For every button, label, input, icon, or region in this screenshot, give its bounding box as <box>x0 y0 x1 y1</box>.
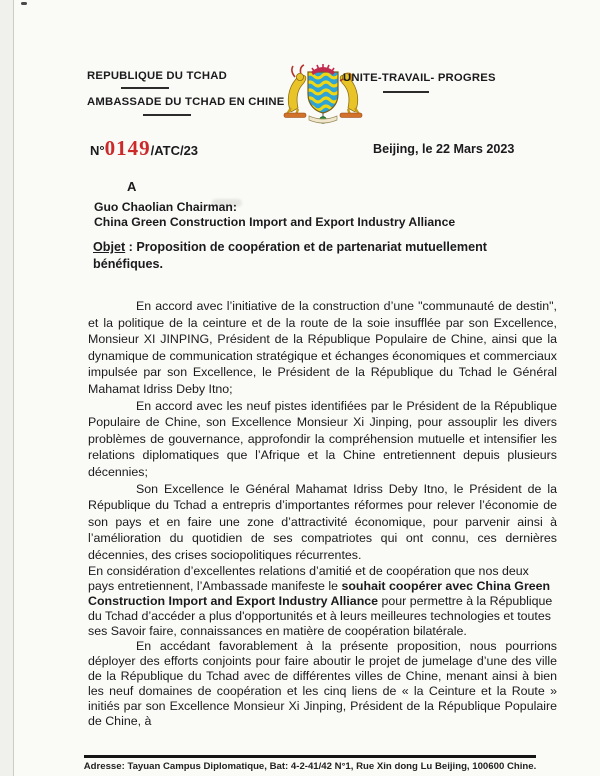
footer-divider <box>84 755 536 758</box>
country-title: REPUBLIQUE DU TCHAD <box>87 70 227 82</box>
paragraph-3: Son Excellence le Général Mahamat Idriss Deby Itno, le Président de la République du Tchad a entrepris d’importantes réformes pour relever l’économie de son pays et en faire une zone d’attractivité économique, pour parvenir ainsi à l’amélioration du quotidien de ses compatriotes qui ont connu, ces dernières décennies, des crises sociopolitiques récurrentes. <box>88 481 557 562</box>
divider <box>121 87 169 89</box>
letter-date: Beijing, le 22 Mars 2023 <box>373 142 515 156</box>
ref-prefix: N° <box>90 143 105 158</box>
scan-left-edge <box>0 0 14 776</box>
paragraph-5: En accédant favorablement à la présente proposition, nous pourrions déployer des efforts conjoints pour faire aboutir le projet de jumelage d’une des ville de la République du Tchad avec de différentes villes de Chine, menant ainsi à bien les neuf domaines de coopération et les cinq liens de « la Ceinture et la Route » initiés par son Excellence Monsieur Xi Jinping, Président de la République Populaire de Chine, à <box>88 638 557 728</box>
subject-line <box>93 239 545 272</box>
subject-text: : Proposition de coopération et de partenariat mutuellement bénéfiques. <box>93 240 487 271</box>
ref-suffix: /ATC/23 <box>150 143 199 158</box>
embassy-title: AMBASSADE DU TCHAD EN CHINE <box>87 96 285 108</box>
salutation: A <box>127 179 137 194</box>
subject-label: Objet <box>93 240 126 254</box>
ref-number-red: 0149 <box>104 136 151 160</box>
paragraph-2: En accord avec les neuf pistes identifiées par le Président de la République Populaire de Chine, son Excellence Monsieur Xi Jinping, pour assouplir les divers problèmes de gouvernance, approfondir la compréhension mutuelle et intensifier les relations diplomatiques que l’Afrique et la Chine entretiennent depuis plusieurs décennies; <box>88 398 557 479</box>
goat-supporter <box>284 65 306 118</box>
recipient-organization: China Green Construction Import and Export Industry Alliance <box>94 215 456 229</box>
paragraph-4-post: pour permettre à la République du Tchad d’accéder a plus d'opportunités et à leurs meilleures technologies et toutes ses Savoir faire, connaissances en matière de coopération bilatérale. <box>88 593 553 638</box>
letter-body <box>88 298 557 729</box>
recipient-block <box>94 200 455 230</box>
paragraph-1: En accord avec l’initiative de la construction d’une "communauté de destin", et la politique de la ceinture et de la route de la soie insufflée par son Excellence, Monsieur XI JINPING, Président de la République Populaire de Chine, ainsi que la dynamique de communication stratégique et échanges économiques et commerciaux impulsée par son Excellence, le Président de la République du Tchad le Général Mahamat Idriss Deby Itno; <box>88 299 557 396</box>
paragraph-4 <box>88 564 557 639</box>
reference-number <box>90 136 199 160</box>
paragraph-4-bold: souhait coopérer avec China Green Construction Import and Export Industry Alliance <box>88 578 551 608</box>
letterhead-right <box>343 72 496 93</box>
chad-coat-of-arms-icon <box>271 61 375 127</box>
scan-artifact-dot <box>21 2 27 5</box>
letterhead-left <box>87 70 284 116</box>
recipient-name: Guo Chaolian Chairman: <box>94 200 237 214</box>
national-motto: UNITE-TRAVAIL- PROGRES <box>343 72 496 84</box>
paragraph-4-pre: En considération d’excellentes relations d’amitié et de coopération que nos deux pays entretiennent, l’Ambassade manifeste le <box>88 563 529 593</box>
divider <box>143 114 191 116</box>
footer-address: Adresse: Tayuan Campus Diplomatique, Bat: 4-2-41/42 N°1, Rue Xin dong Lu Beijing, 100600 Chine. <box>83 761 537 772</box>
divider <box>383 91 429 93</box>
